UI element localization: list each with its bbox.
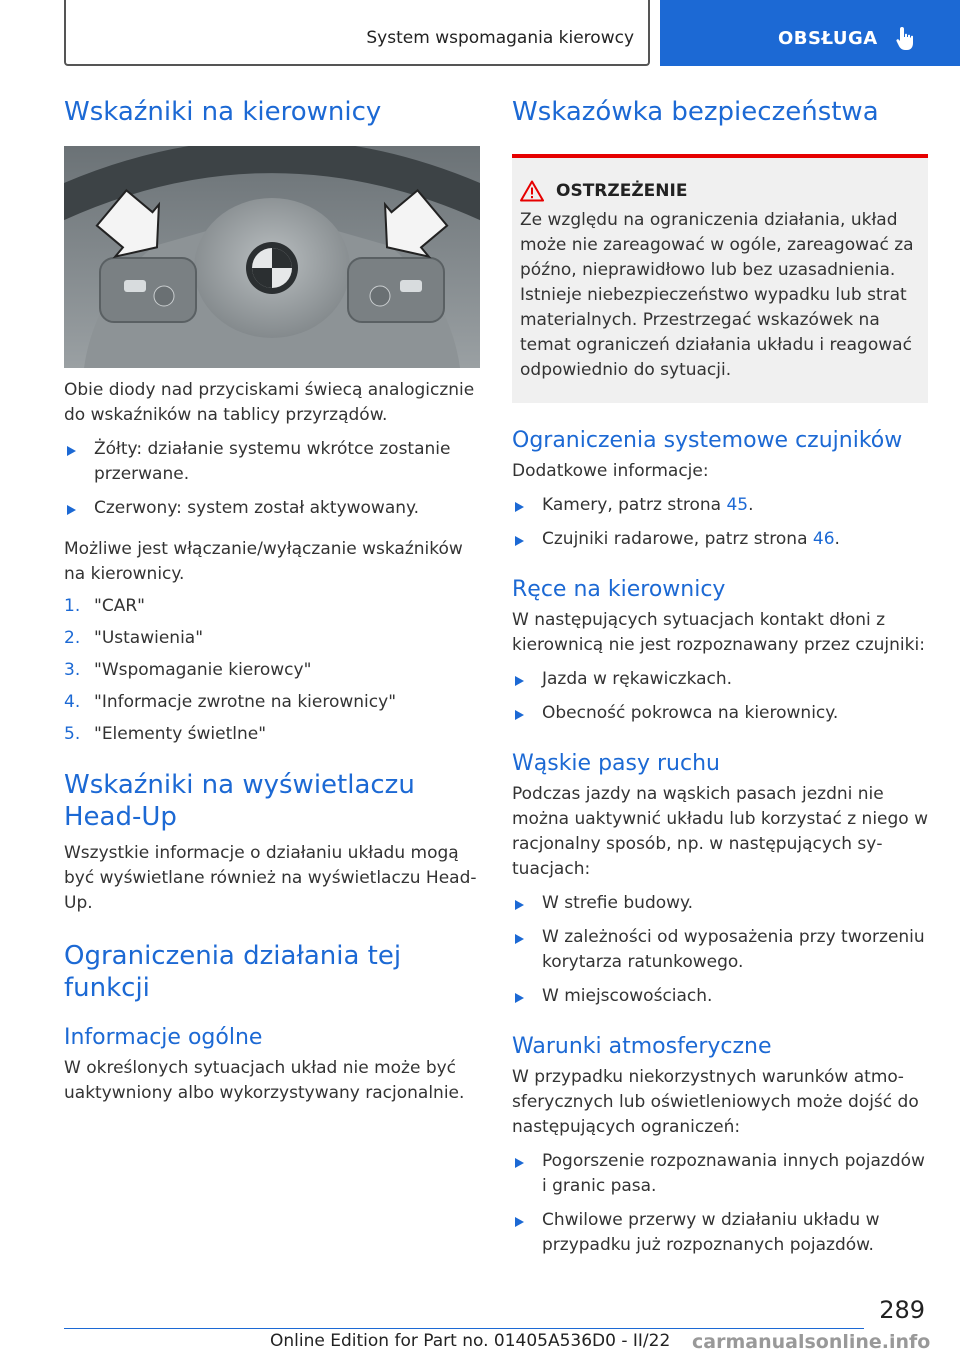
list-item: W strefie budowy. — [512, 891, 928, 916]
list-item: Czujniki radarowe, patrz strona 46. — [512, 527, 928, 552]
warning-triangle-icon — [520, 180, 544, 202]
list-item: Pogorszenie rozpoznawania innych pojazdów i granic pasa. — [512, 1149, 928, 1199]
header-section-title: System wspomagania kierowcy — [366, 28, 634, 48]
list-item: Chwilowe przerwy w działaniu układu w przypadku już rozpoznanych pojazdów. — [512, 1208, 928, 1258]
heading-general-info: Informacje ogólne — [64, 1025, 263, 1050]
header-chapter-box — [660, 0, 960, 66]
paragraph-additional: Dodatkowe informacje: — [512, 461, 709, 481]
list-item: Jazda w rękawiczkach. — [512, 667, 928, 692]
list-item: 1. "CAR" — [64, 596, 145, 616]
hand-pointer-icon — [896, 26, 918, 52]
heading-limits: Ograniczenia działania tej funkcji — [64, 941, 402, 1003]
list-item: Obecność pokrowca na kierownicy. — [512, 701, 928, 726]
weather-list — [512, 1149, 928, 1258]
footer-edition: Online Edition for Part no. 01405A536D0 - II/22 — [270, 1331, 671, 1351]
heading-hud: Wskaźniki na wyświetlaczu Head-Up — [64, 770, 415, 832]
warning-text: Ze względu na ograniczenia działania, układ może nie zareagować w ogóle, zareagować za późno, nieprawidłowo lub bez uzasadnienia. Istnieje niebezpieczeństwo wypadku lub strat materialnych. Przestrzegać wskazówek na temat ograniczeń działania układu i reagować odpowiednio do sytuacji. — [520, 210, 914, 380]
list-item: W miejscowościach. — [512, 984, 928, 1009]
paragraph-diodes: Obie diody nad przyciskami świecą analogicznie do wskaźników na tablicy przyrządów. — [64, 380, 475, 425]
list-item: Żółty: działanie systemu wkrótce zostanie przerwane. — [64, 437, 480, 487]
header-section-box — [64, 0, 650, 66]
page-link-cameras[interactable]: 45 — [726, 495, 749, 515]
menu-path-steps — [64, 594, 480, 747]
list-item: W zależności od wyposażenia przy tworzeniu korytarza ratunkowego. — [512, 925, 928, 975]
left-column — [64, 96, 480, 1106]
heading-hands: Ręce na kierownicy — [512, 577, 726, 602]
heading-sensors: Ograniczenia systemowe czujników — [512, 428, 903, 453]
sensor-reference-list — [512, 493, 928, 552]
paragraph-weather: W przypadku niekorzystnych warunków atmosferycznych lub oświetleniowych może dojść do następujących ograniczeń: — [512, 1067, 919, 1137]
header-chapter-title: OBSŁUGA — [778, 28, 878, 49]
steering-wheel-photo — [64, 146, 480, 368]
hands-list — [512, 667, 928, 726]
footer-divider — [64, 1328, 864, 1329]
heading-safety: Wskazówka bezpieczeństwa — [512, 97, 879, 127]
list-item: Czerwony: system został aktywowany. — [64, 496, 480, 521]
footer-watermark: carmanualsonline.info — [692, 1331, 931, 1353]
paragraph-hands: W następujących sytuacjach kontakt dłoni z kierownicą nie jest rozpoznawany przez czujniki: — [512, 610, 925, 655]
paragraph-hud: Wszystkie informacje o działaniu układu mogą być wyświetlane również na wyświetlaczu Head-Up. — [64, 843, 477, 913]
paragraph-general: W określonych sytuacjach układ nie może być uaktywniony albo wykorzystywany racjonalnie. — [64, 1058, 465, 1103]
list-item: 3. "Wspomaganie kierowcy" — [64, 660, 312, 680]
warning-title: OSTRZEŻENIE — [556, 181, 688, 201]
indicator-color-list — [64, 437, 480, 521]
page-number: 289 — [879, 1296, 925, 1324]
steering-wheel-illustration — [64, 146, 480, 368]
heading-lanes: Wąskie pasy ruchu — [512, 751, 720, 776]
paragraph-lanes: Podczas jazdy na wąskich pasach jezdni nie można uaktywnić układu lub korzystać z niego w racjonalny sposób, np. w następujących sytuacjach: — [512, 784, 929, 879]
heading-indicators: Wskaźniki na kierownicy — [64, 97, 382, 127]
right-column — [512, 96, 928, 1258]
list-item: 5. "Elementy świetlne" — [64, 724, 267, 744]
lanes-list — [512, 891, 928, 1009]
paragraph-toggle: Możliwe jest włączanie/wyłączanie wskaźników na kierownicy. — [64, 539, 463, 584]
heading-weather: Warunki atmosferyczne — [512, 1034, 772, 1059]
list-item: Kamery, patrz strona 45. — [512, 493, 928, 518]
list-item: 4. "Informacje zwrotne na kierownicy" — [64, 692, 397, 712]
warning-box — [512, 154, 928, 403]
list-item: 2. "Ustawienia" — [64, 628, 204, 648]
page-link-radar[interactable]: 46 — [812, 529, 835, 549]
